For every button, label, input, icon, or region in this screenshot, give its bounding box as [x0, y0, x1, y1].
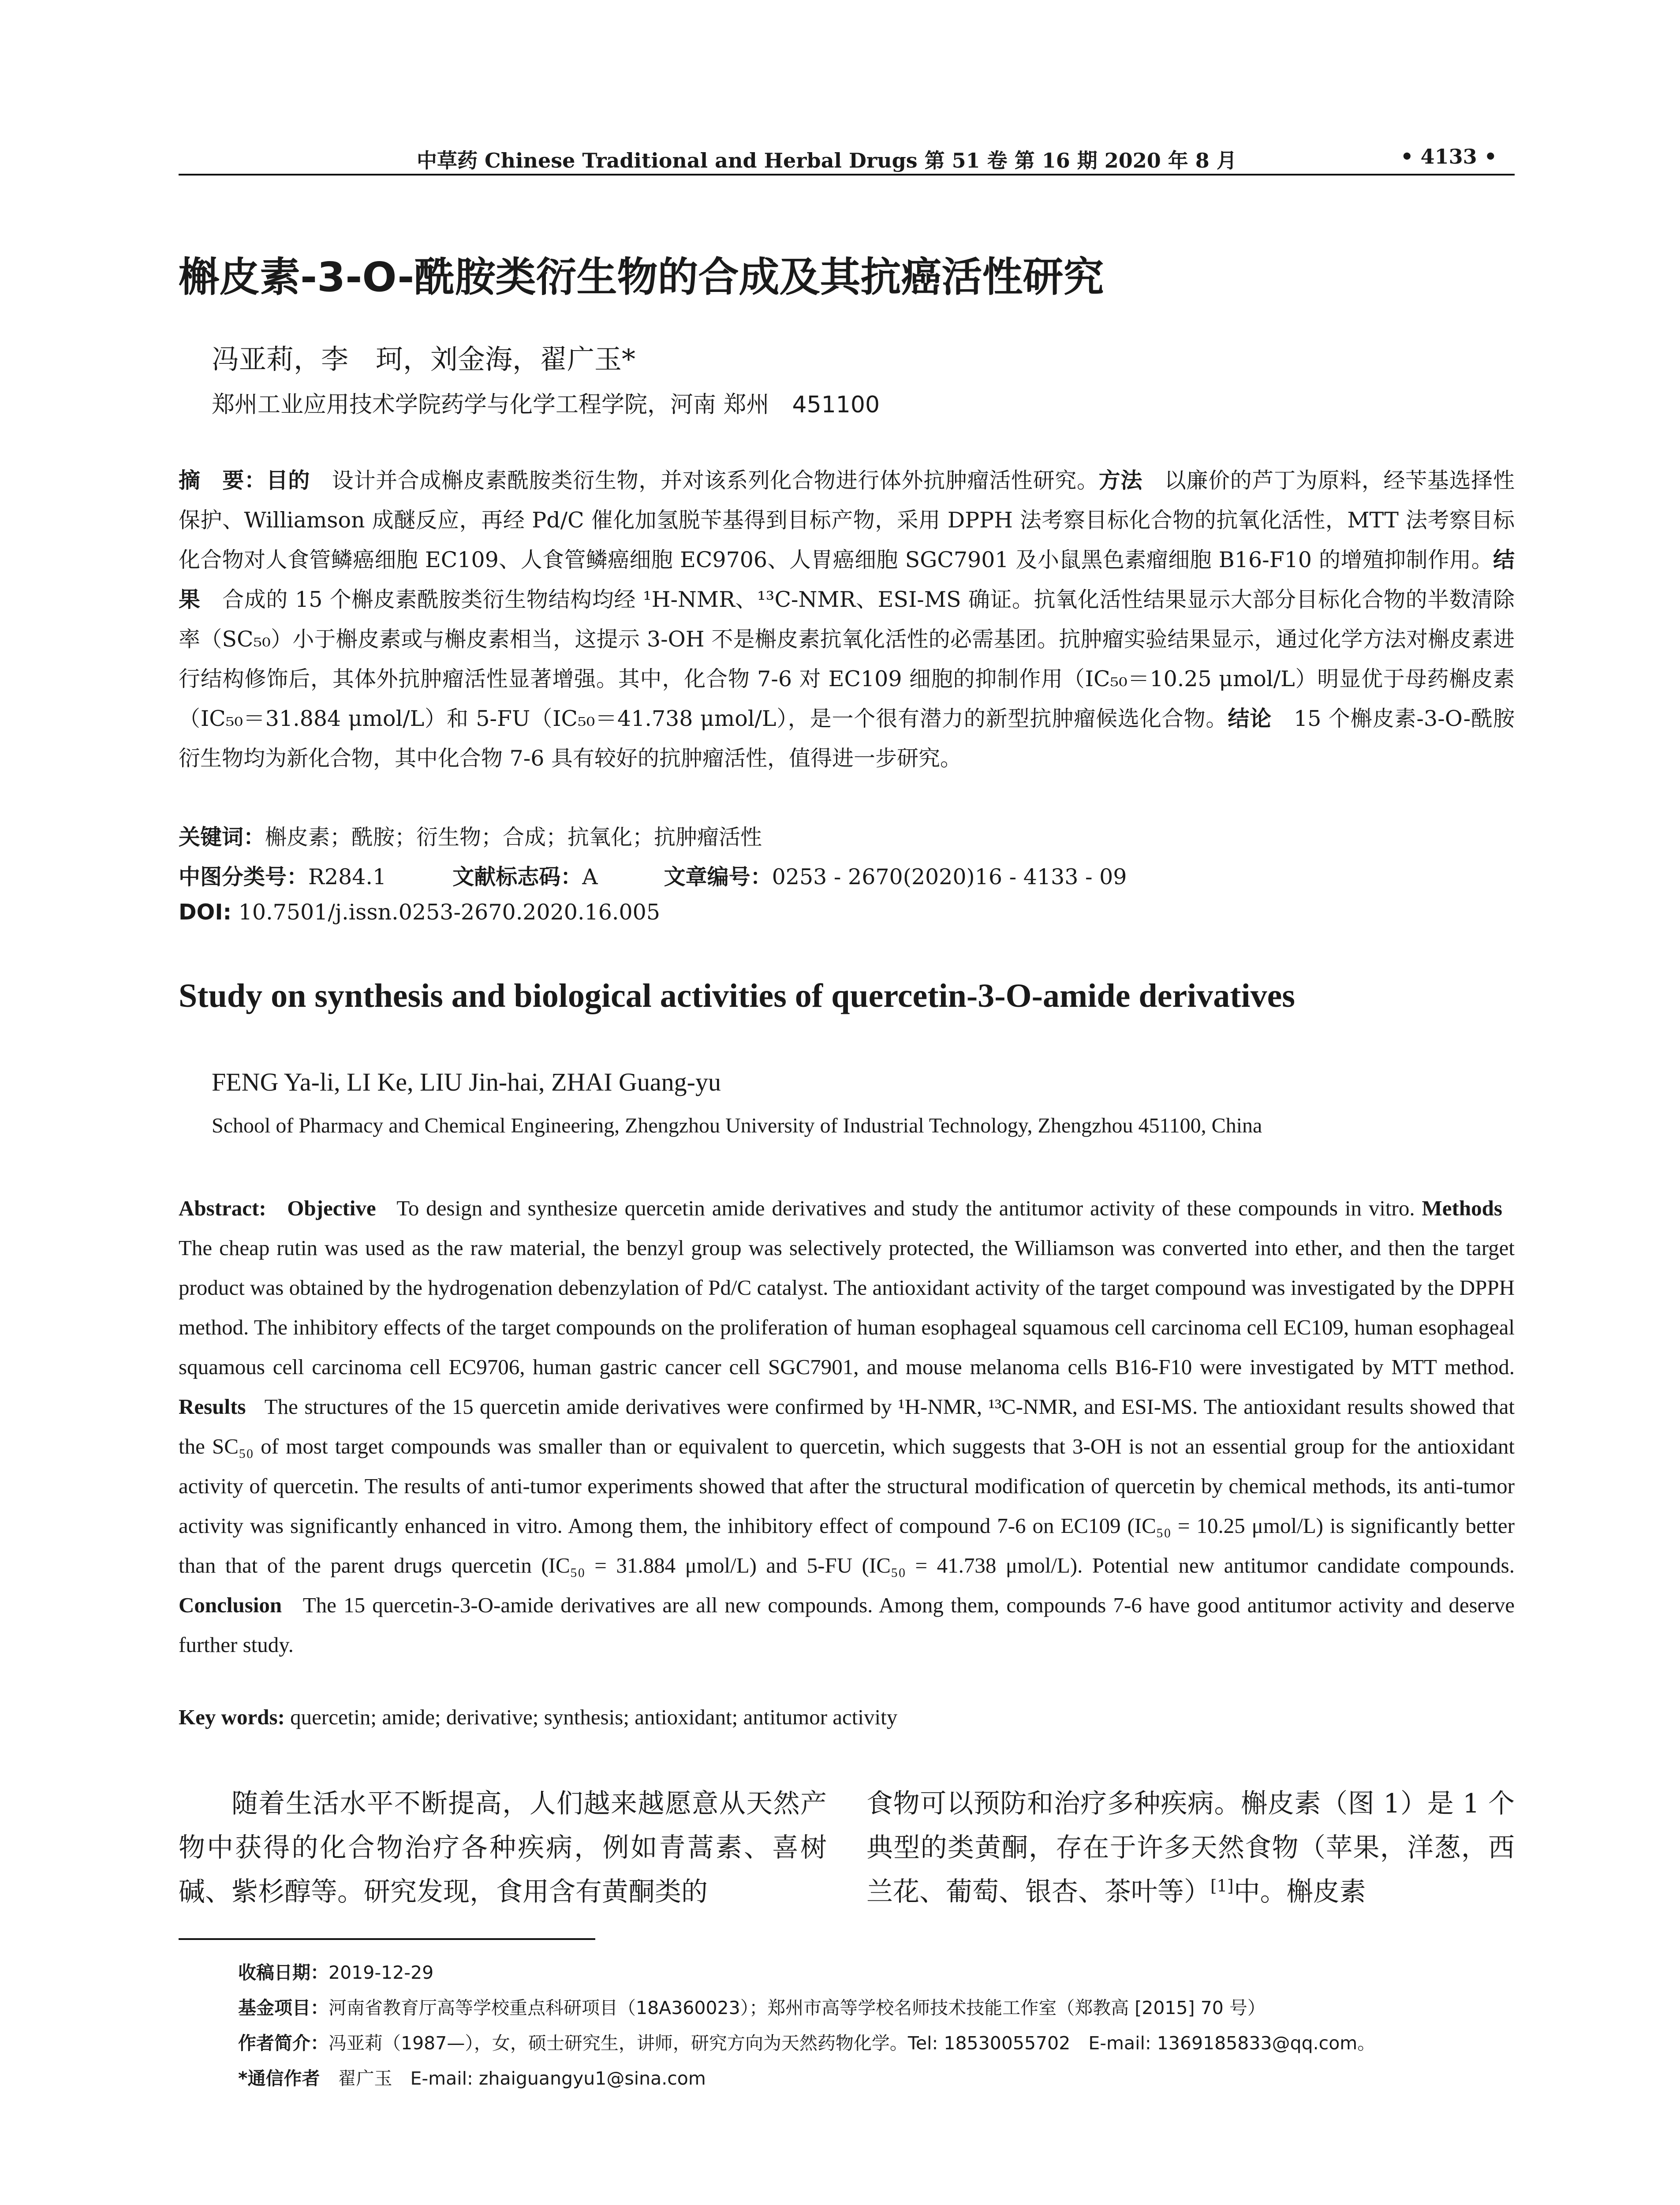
- methods-label-en: Methods: [1422, 1196, 1502, 1220]
- conclusion-label: 结论: [1228, 706, 1272, 731]
- methods-text-en: The cheap rutin was used as the raw material, the benzyl group was selectively protected, the Williamson was converted into ether, and then the target product was obtained by the hydrogenation debenzylation of Pd/C catalyst. The antioxidant activity of the target compound was investigated by the DPPH method. The inhibitory effects of the target compounds on the proliferation of human esophageal squamous cell carcinoma cell EC109, human esophageal squamous cell carcinoma cell EC9706, human gastric cancer cell SGC7901, and mouse melanoma cells B16-F10 were investigated by MTT method.: [179, 1236, 1515, 1379]
- abstract-label: 摘 要：: [179, 468, 266, 493]
- objective-label-en: Objective: [287, 1196, 376, 1220]
- chinese-authors: 冯亚莉，李 珂，刘金海，翟广玉*: [212, 343, 636, 375]
- results-text-en: The structures of the 15 quercetin amide derivatives were confirmed by ¹H-NMR, ¹³C-NMR, and ESI-MS. The antioxidant results showed that the SC₅₀ of most target compounds was smaller than or equivalent to quercetin, which suggests that 3-OH is not an essential group for the antioxidant activity of quercetin. The results of anti-tumor experiments showed that after the structural modification of quercetin by chemical methods, its anti-tumor activity was significantly enhanced in vitro. Among them, the inhibitory effect of compound 7-6 on EC109 (IC₅₀ = 10.25 μmol/L) is significantly better than that of the parent drugs quercetin (IC₅₀ = 31.884 μmol/L) and 5-FU (IC₅₀ = 41.738 μmol/L). Potential new antitumor candidate compounds.: [179, 1394, 1515, 1577]
- page-number: • 4133 •: [1400, 145, 1497, 168]
- objective-text: 设计并合成槲皮素酰胺类衍生物，并对该系列化合物进行体外抗肿瘤活性研究。: [332, 468, 1099, 493]
- results-label: 结果: [179, 547, 1515, 612]
- objective-label: 目的: [266, 468, 310, 493]
- objective-text-en: To design and synthesize quercetin amide derivatives and study the antitumor activity of these compounds in vitro.: [396, 1196, 1415, 1220]
- running-header: [179, 141, 1515, 176]
- received-value: 2019-12-29: [329, 1962, 434, 1983]
- clc-label: 中图分类号：: [179, 864, 309, 889]
- methods-label: 方法: [1098, 468, 1143, 493]
- abstract-label-en: Abstract:: [179, 1196, 266, 1220]
- doi-label: DOI:: [179, 900, 232, 925]
- keywords-text-en: quercetin; amide; derivative; synthesis; antioxidant; antitumor activity: [290, 1705, 898, 1729]
- fund-label: 基金项目：: [238, 1997, 329, 2018]
- fund-value: 河南省教育厅高等学校重点科研项目（18A360023）；郑州市高等学校名师技术技能工作室（郑教高 [2015] 70 号）: [329, 1997, 1266, 2018]
- chinese-affiliation: 郑州工业应用技术学院药学与化学工程学院，河南 郑州 451100: [212, 392, 880, 418]
- corr-label: *通信作者: [238, 2068, 320, 2089]
- english-affiliation: School of Pharmacy and Chemical Engineering, Zhengzhou University of Industrial Technology, Zhengzhou 451100, China: [212, 1114, 1262, 1137]
- conclusion-text: 15 个槲皮素-3-O-酰胺衍生物均为新化合物，其中化合物 7-6 具有较好的抗肿瘤活性，值得进一步研究。: [179, 706, 1515, 771]
- body-text-b: 中。槲皮素: [1233, 1876, 1366, 1907]
- article-no-value: 0253 - 2670(2020)16 - 4133 - 09: [772, 864, 1127, 889]
- journal-info: 中草药 Chinese Traditional and Herbal Drugs 第 51 卷 第 16 期 2020 年 8 月: [417, 149, 1237, 172]
- doi-line: [179, 900, 660, 925]
- chinese-title: 槲皮素-3-O-酰胺类衍生物的合成及其抗癌活性研究: [179, 254, 1104, 301]
- english-title: Study on synthesis and biological activities of quercetin-3-O-amide derivatives: [179, 977, 1295, 1014]
- chinese-keywords: [179, 820, 762, 851]
- conclusion-label-en: Conclusion: [179, 1593, 282, 1617]
- classification-line: [179, 860, 1127, 891]
- english-abstract: [179, 1188, 1515, 1665]
- doc-code-value: A: [582, 864, 598, 889]
- doc-code-label: 文献标志码：: [452, 864, 582, 889]
- results-text: 合成的 15 个槲皮素酰胺类衍生物结构均经 ¹H-NMR、¹³C-NMR、ESI-MS 确证。抗氧化活性结果显示大部分目标化合物的半数清除率（SC₅₀）小于槲皮素或与槲皮素相当，这提示 3-OH 不是槲皮素抗氧化活性的必需基团。抗肿瘤实验结果显示，通过化学方法对槲皮素进行结构修饰后，其体外抗肿瘤活性显著增强。其中，化合物 7-6 对 EC109 细胞的抑制作用（IC₅₀＝10.25 μmol/L）明显优于母药槲皮素（IC₅₀＝31.884 μmol/L）和 5-FU（IC₅₀＝41.738 μmol/L），是一个很有潜力的新型抗肿瘤候选化合物。: [179, 587, 1515, 731]
- footnote-received: [238, 1958, 433, 1984]
- english-authors: FENG Ya-li, LI Ke, LIU Jin-hai, ZHAI Guang-yu: [212, 1068, 721, 1096]
- corr-value: 翟广玉 E-mail: zhaiguangyu1@sina.com: [338, 2068, 706, 2089]
- chinese-abstract: [179, 461, 1515, 778]
- bio-label: 作者简介：: [238, 2033, 329, 2054]
- body-text-a: 食物可以预防和治疗多种疾病。槲皮素（图 1）是 1 个典型的类黄酮，存在于许多天然食物（苹果，洋葱，西兰花、葡萄、银杏、茶叶等）: [866, 1788, 1515, 1907]
- english-keywords: [179, 1704, 897, 1730]
- keywords-label-en: Key words:: [179, 1705, 285, 1729]
- bio-value: 冯亚莉（1987—），女，硕士研究生，讲师，研究方向为天然药物化学。Tel: 18530055702 E-mail: 1369185833@qq.com。: [329, 2033, 1376, 2054]
- footnote-corresponding: [238, 2064, 706, 2090]
- footnote-rule: [179, 1938, 595, 1940]
- conclusion-text-en: The 15 quercetin-3-O-amide derivatives are all new compounds. Among them, compounds 7-6 have good antitumor activity and deserve further study.: [179, 1593, 1515, 1657]
- footnote-fund: [238, 1993, 1266, 2019]
- citation-ref: [1]: [1210, 1876, 1234, 1895]
- keywords-text: 槲皮素；酰胺；衍生物；合成；抗氧化；抗肿瘤活性: [265, 825, 762, 850]
- body-column-left: [179, 1782, 827, 1914]
- body-column-right: [866, 1782, 1515, 1914]
- doi-value: 10.7501/j.issn.0253-2670.2020.16.005: [238, 900, 660, 925]
- footnote-author-bio: [238, 2029, 1375, 2055]
- body-paragraph-continued: [866, 1782, 1515, 1914]
- methods-text: 以廉价的芦丁为原料，经苄基选择性保护、Williamson 成醚反应，再经 Pd/C 催化加氢脱苄基得到目标产物，采用 DPPH 法考察目标化合物的抗氧化活性，MTT 法考察目标化合物对人食管鳞癌细胞 EC109、人食管鳞癌细胞 EC9706、人胃癌细胞 SGC7901 及小鼠黑色素瘤细胞 B16-F10 的增殖抑制作用。: [179, 468, 1515, 572]
- body-paragraph: 随着生活水平不断提高，人们越来越愿意从天然产物中获得的化合物治疗各种疾病，例如青蒿素、喜树碱、紫杉醇等。研究发现，食用含有黄酮类的: [179, 1788, 827, 1907]
- article-no-label: 文章编号：: [664, 864, 772, 889]
- results-label-en: Results: [179, 1394, 246, 1419]
- received-label: 收稿日期：: [238, 1962, 329, 1983]
- keywords-label: 关键词：: [179, 825, 265, 850]
- clc-value: R284.1: [308, 864, 387, 889]
